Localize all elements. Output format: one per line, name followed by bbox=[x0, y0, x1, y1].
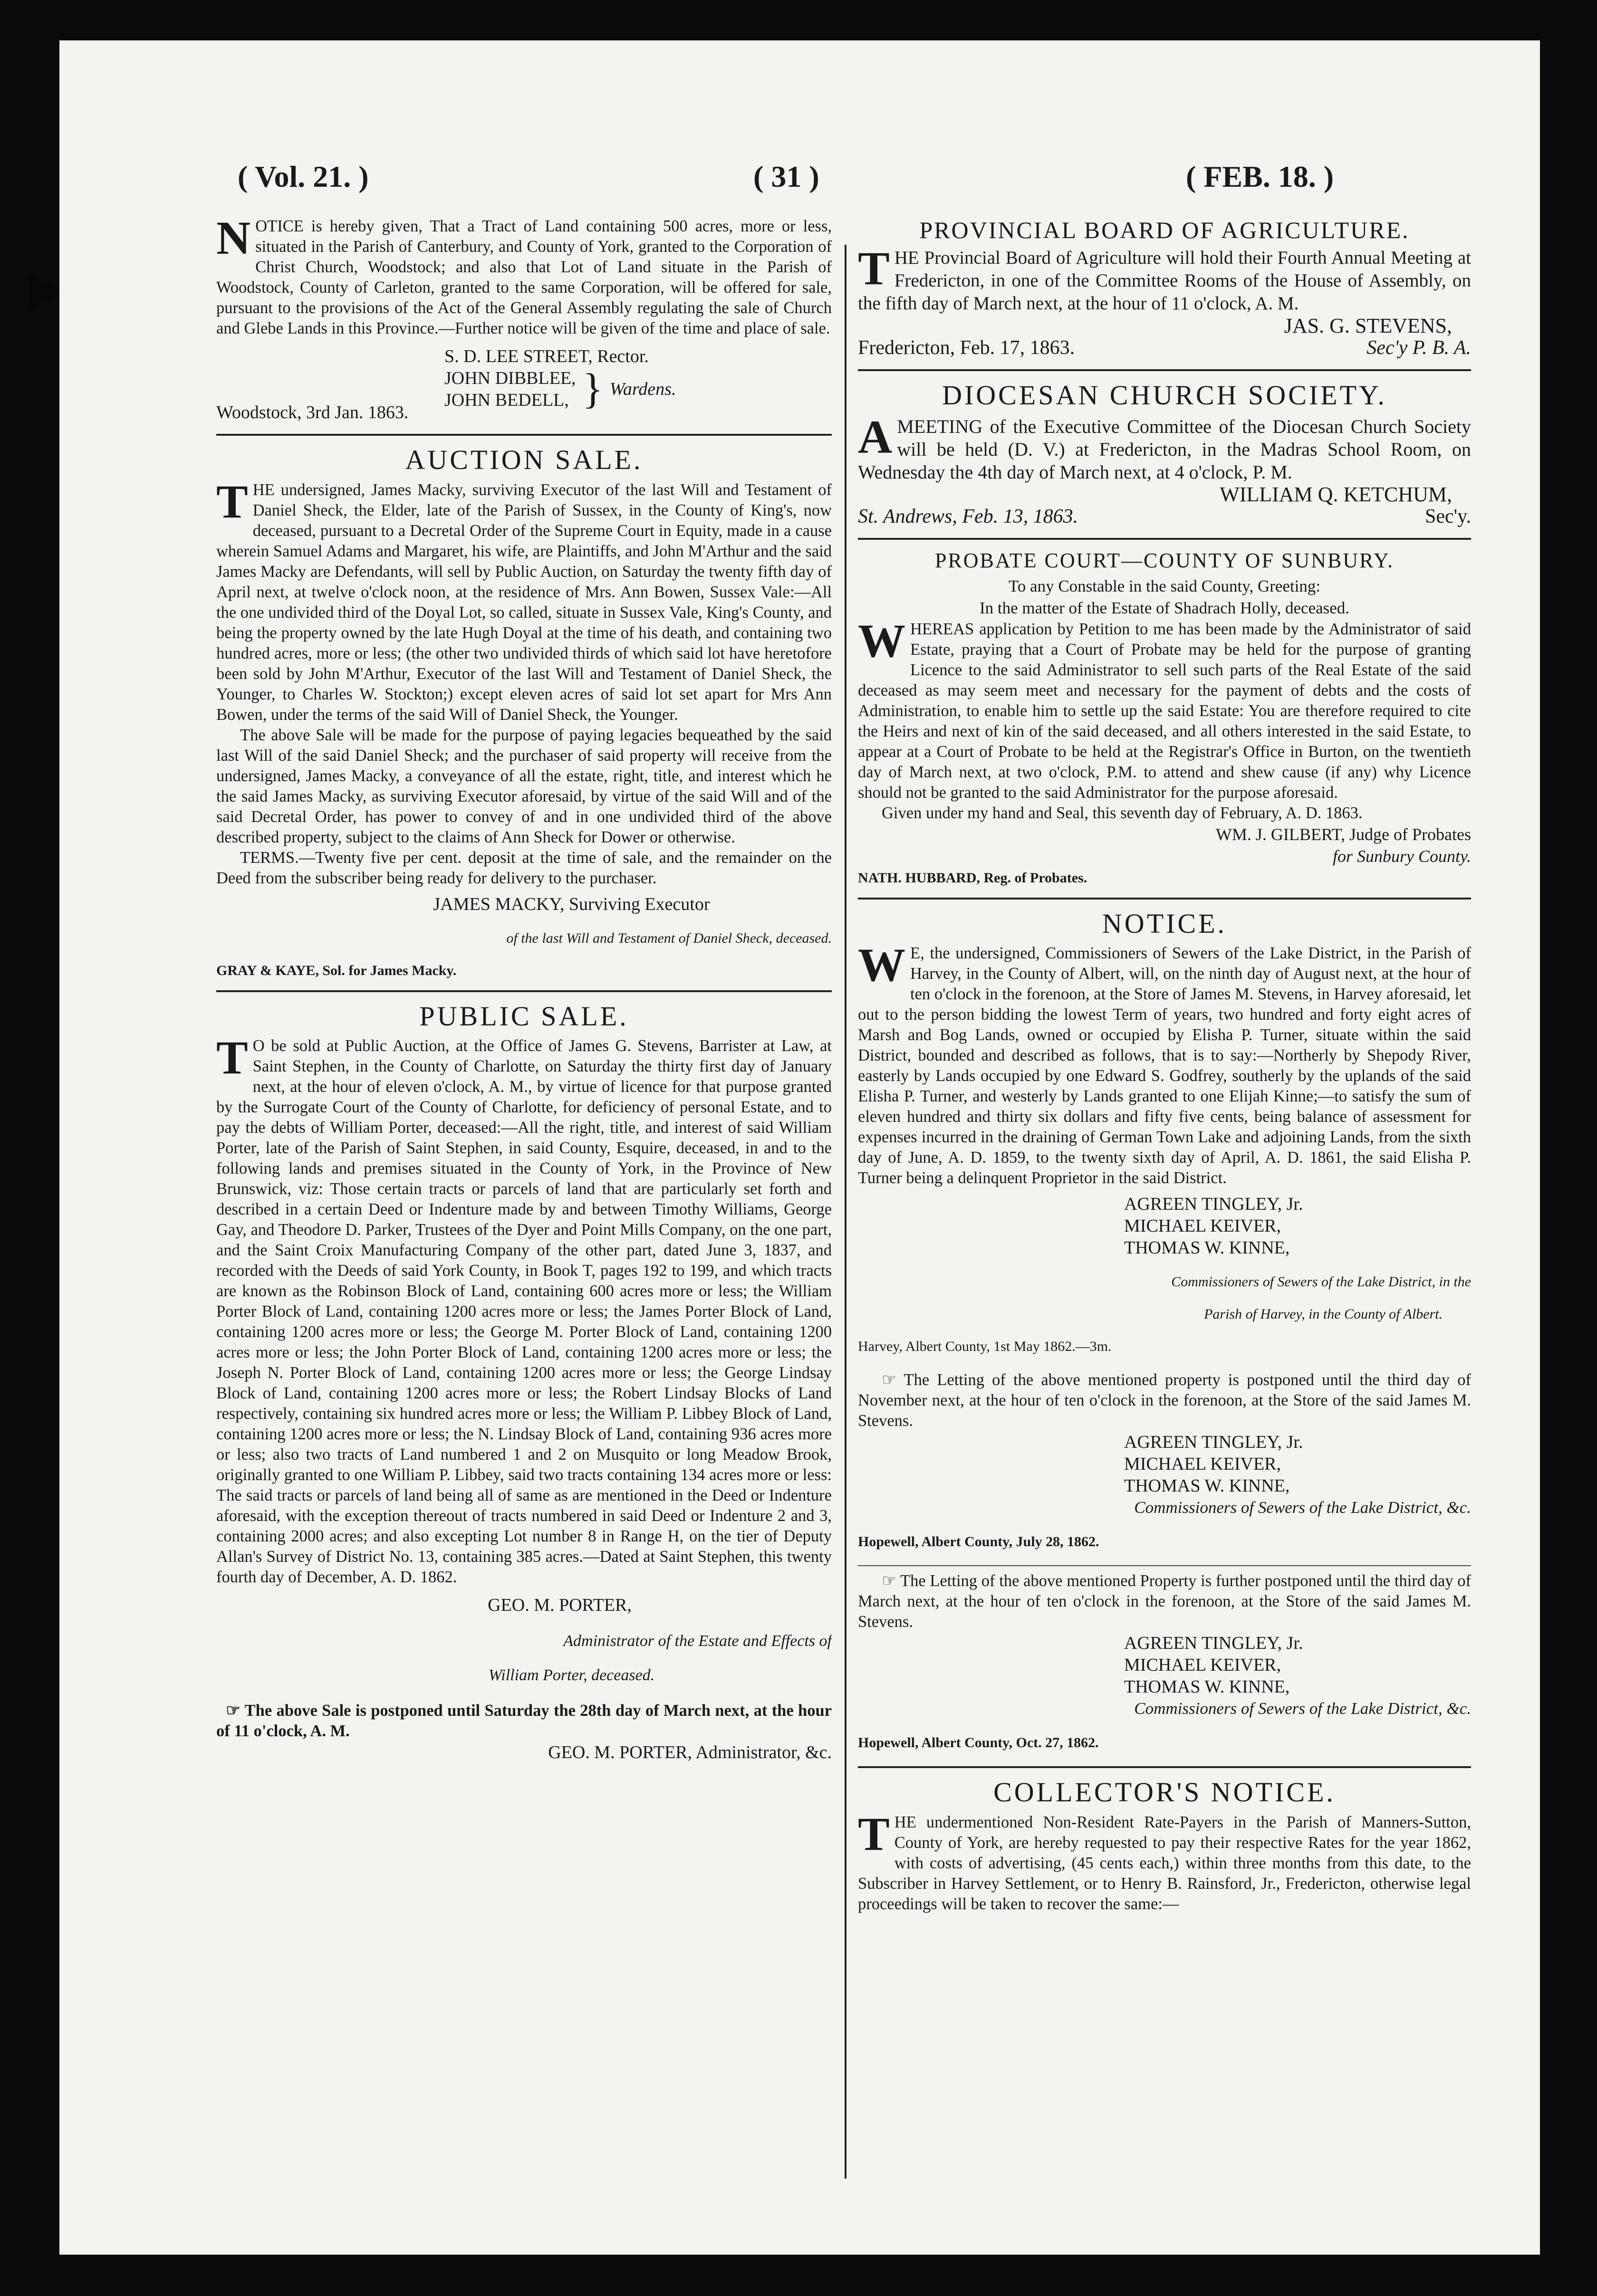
column-divider bbox=[845, 245, 847, 2179]
diocesan-society-text: AMEETING of the Executive Committee of the Diocesan Church Society will be held (D. V.) at Fredericton, in the Madras School Room, on Wednesday the 4th day of March next, at 4 o'clock, P. M. bbox=[858, 410, 1471, 483]
provincial-board-role: Sec'y P. B. A. bbox=[1366, 337, 1471, 359]
probate-court-title: PROBATE COURT—COUNTY OF SUNBURY. bbox=[934, 548, 1395, 572]
provincial-board-place: Fredericton, Feb. 17, 1863. bbox=[858, 337, 1075, 359]
sewers-notice-title: NOTICE. bbox=[1102, 908, 1227, 939]
sewers-postponement-1: ☞ The Letting of the above mentioned property is postponed until the third day of November next, at the hour of ten o'clock in the forenoon, at the Store of the said James M. Stevens. bbox=[858, 1371, 1471, 1430]
issue-date: ( FEB. 18. ) bbox=[1186, 160, 1334, 193]
auction-sale-p2: The above Sale will be made for the purpose of paying legacies bequeathed by the said last Will of the said Daniel Sheck; and the purchaser of said property will receive from the undersigned, James Macky, a conveyance of all the estate, right, title, and interest which he the said James Macky, as surviving Executor aforesaid, by virtue of the said Will and of the said Decretal Order, has power to convey of and in one undivided third of the above described property, subject to the claims of Ann Sheck for Dower or otherwise. bbox=[216, 726, 832, 846]
notice-church-land-place: Woodstock, 3rd Jan. 1863. bbox=[216, 402, 409, 422]
commissioner-keiver: MICHAEL KEIVER, bbox=[1124, 1655, 1281, 1675]
sewers-notice-text: WE, the undersigned, Commissioners of Sewers of the Lake District, in the Parish of Harvey, in the County of Albert, will, on the ninth day of August next, at the hour of ten o'clock in the forenoon, at the Store of James M. Stevens, in Harvey aforesaid, let out to the person bidding the lowest Term of years, two hundred and forty eight acres of Marsh and Bog Lands, owned or occupied by Elisha P. Turner, situate within the said District, bounded and described as follows, that is to say:—Northerly by Shepody River, easterly by Lands occupied by one Edward S. Godfrey, southerly by the uplands of the said Elisha P. Turner, and westerly by Lands granted to one Elijah Kinne;—to satisfy the sum of eleven hundred and thirty six dollars and fifty five cents, being balance of assessment for expenses incurred in the draining of German Town Lake and adjoining Lands, from the sixth day of June, A. D. 1859, to the twenty sixth day of April, A. D. 1861, the said Elisha P. Turner being a delinquent Proprietor in the said District. bbox=[858, 938, 1471, 1187]
commissioners-role-2: Parish of Harvey, in the County of Albert. bbox=[1204, 1306, 1443, 1322]
commissioner-keiver: MICHAEL KEIVER, bbox=[1124, 1216, 1281, 1236]
auction-sale-p1: THE undersigned, James Macky, surviving Executor of the last Will and Testament of Daniel Sheck, the Elder, late of the Parish of Sussex, in the County of King's, now deceased, pursuant to a Decretal Order of the Supreme Court in Equity, made in a cause wherein Samuel Adams and Margaret, his wife, are Plaintiffs, and John M'Arthur and the said James Macky are Defendants, will sell by Public Auction, on Saturday the twenty fifth day of April next, at twelve o'clock noon, at the residence of Mrs. Ann Bowen, Sussex Vale:—All the one undivided third of the Doyal Lot, so called, situate in Sussex Vale, King's County, and being the property owned by the late Hugh Doyal at the time of his death, and containing two hundred acres, more or less; (the other two undivided thirds of which said lot have heretofore been sold by John M'Arthur, Executor of the last Will and Testament of Daniel Sheck, the Younger, to Charles W. Stockton;) except eleven acres of said lot set apart for Mrs Ann Bowen, under the terms of the said Will of Daniel Sheck, the Younger. bbox=[216, 475, 832, 724]
public-sale bbox=[216, 1001, 832, 1764]
commissioners-role-b: Commissioners of Sewers of the Lake District, &c. bbox=[1134, 1498, 1471, 1517]
commissioner-tingley: AGREEN TINGLEY, Jr. bbox=[1124, 1432, 1303, 1453]
section-rule bbox=[216, 434, 832, 436]
probate-court-signature: WM. J. GILBERT, Judge of Probates bbox=[1215, 824, 1471, 844]
section-rule bbox=[858, 1766, 1471, 1768]
auction-sale-solicitor: GRAY & KAYE, Sol. for James Macky. bbox=[216, 962, 457, 978]
diocesan-society-title: DIOCESAN CHURCH SOCIETY. bbox=[942, 380, 1387, 411]
right-column bbox=[858, 216, 1471, 2212]
diocesan-society-role: Sec'y. bbox=[1425, 505, 1471, 527]
probate-court-text: WHEREAS application by Petition to me has been made by the Administrator of said Estate, praying that a Court of Probate may be held for the purpose of granting Licence to the said Administrator to sell such parts of the Real Estate of the said deceased as may seem meet and necessary for the payment of debts and the costs of Administration, to enable him to settle up the said Estate: You are therefore required to cite the Heirs and next of kin of the said deceased, and all others interested in the said Estate, to appear at a Court of Probate to be held at the Registrar's Office in Burton, on the twentieth day of March next, at two o'clock, P.M. to attend and shew cause (if any) why Licence should not be granted to the said Administrator for the purpose aforesaid. bbox=[858, 614, 1471, 802]
provincial-board-signature: JAS. G. STEVENS, bbox=[1284, 314, 1452, 337]
notice-church-land bbox=[216, 216, 832, 423]
collectors-notice-title: COLLECTOR'S NOTICE. bbox=[993, 1777, 1336, 1808]
auction-sale-signature-sub: of the last Will and Testament of Daniel Sheck, deceased. bbox=[506, 930, 832, 946]
probate-court bbox=[858, 548, 1471, 887]
provincial-board-text: THE Provincial Board of Agriculture will hold their Fourth Annual Meeting at Fredericton, in one of the Committee Rooms of the House of Assembly, on the fifth day of March next, at the hour of 11 o'clock, A. M. bbox=[858, 242, 1471, 314]
provincial-board bbox=[858, 216, 1471, 359]
left-column bbox=[216, 216, 832, 2212]
public-sale-signature-sub2: William Porter, deceased. bbox=[488, 1666, 655, 1684]
wardens-label: Wardens. bbox=[609, 379, 676, 399]
diocesan-society-signature: WILLIAM Q. KETCHUM, bbox=[1220, 482, 1452, 506]
sewers-notice bbox=[858, 908, 1471, 1752]
public-sale-title: PUBLIC SALE. bbox=[419, 1000, 629, 1032]
commissioner-kinne: THOMAS W. KINNE, bbox=[1124, 1238, 1290, 1258]
sewers-notice-date: Harvey, Albert County, 1st May 1862.—3m. bbox=[858, 1339, 1112, 1355]
commissioner-keiver: MICHAEL KEIVER, bbox=[1124, 1454, 1281, 1474]
section-rule bbox=[858, 898, 1471, 899]
page-number: ( 31 ) bbox=[753, 160, 819, 193]
public-sale-signature-sub1: Administrator of the Estate and Effects of bbox=[563, 1632, 832, 1650]
commissioner-tingley: AGREEN TINGLEY, Jr. bbox=[1124, 1194, 1303, 1215]
section-rule bbox=[858, 538, 1471, 540]
auction-sale bbox=[216, 444, 832, 980]
commissioners-role-1: Commissioners of Sewers of the Lake District, in the bbox=[1171, 1274, 1471, 1290]
probate-court-given: Given under my hand and Seal, this seventh day of February, A. D. 1863. bbox=[882, 804, 1363, 822]
signature-dibblee: JOHN DIBBLEE, bbox=[444, 368, 576, 388]
public-sale-signature: GEO. M. PORTER, bbox=[488, 1595, 632, 1616]
probate-court-matter: In the matter of the Estate of Shadrach Holly, deceased. bbox=[979, 598, 1350, 617]
public-sale-postponed: ☞ The above Sale is postponed until Saturday the 28th day of March next, at the hour of 11 o'clock, A. M. bbox=[216, 1702, 832, 1741]
auction-sale-title: AUCTION SALE. bbox=[405, 444, 643, 475]
newspaper-page bbox=[59, 40, 1540, 2255]
sewers-postponement-1-date: Hopewell, Albert County, July 28, 1862. bbox=[858, 1534, 1099, 1550]
sewers-postponement-2: ☞ The Letting of the above mentioned Property is further postponed until the third day of March next, at the hour of ten o'clock in the forenoon, at the Store of the said James M. Stevens. bbox=[858, 1572, 1471, 1631]
auction-sale-terms: TERMS.—Twenty five per cent. deposit at the time of sale, and the remainder on the Deed from the subscriber being ready for delivery to the purchaser. bbox=[216, 848, 832, 887]
probate-court-registrar: NATH. HUBBARD, Reg. of Probates. bbox=[858, 870, 1087, 886]
section-rule bbox=[216, 990, 832, 992]
collectors-notice-text: THE undermentioned Non-Resident Rate-Payers in the Parish of Manners-Sutton, County of York, are hereby requested to pay their respective Rates for the year 1862, with costs of advertising, (45 cents each,) within three months from this date, to the Subscriber in Harvey Settlement, or to Henry B. Rainsford, Jr., Fredericton, otherwise legal proceedings will be taken to recover the same:— bbox=[858, 1808, 1471, 1913]
provincial-board-title: PROVINCIAL BOARD OF AGRICULTURE. bbox=[919, 217, 1410, 243]
public-sale-text: TO be sold at Public Auction, at the Office of James G. Stevens, Barrister at Law, at Saint Stephen, in the County of Charlotte, on Saturday the thirty first day of January next, at the hour of eleven o'clock, A. M., by virtue of licence for that purpose granted by the Surrogate Court of the County of Charlotte, for deficiency of personal Estate, and to pay the debts of William Porter, deceased:—All the right, title, and interest of said William Porter, late of the Parish of Saint Stephen, in said County, Esquire, deceased, in and to the following lands and premises situated in the County of York, in the Province of New Brunswick, viz: Those certain tracts or parcels of land that are particularly set forth and described in a certain Deed or Indenture made by and between Timothy Williams, George Gay, and Theodore D. Parker, Trustees of the Dyer and Point Mills Company, on the one part, and the Saint Croix Manufacturing Company of the other part, dated June 3, 1837, and recorded with the Deeds of said York County, in Book T, pages 192 to 199, and which tracts are known as the Robinson Block of Land, containing 600 acres more or less; the William Porter Block of Land, containing 1200 acres more or less; the James Porter Block of Land, containing 1200 acres more or less; the George M. Porter Block of Land, containing 1200 acres more or less; the John Porter Block of Land, containing 1200 acres more or less; the Joseph N. Porter Block of Land, containing 1200 acres more or less; the George Lindsay Block of Land, containing 1200 acres more or less; the Robert Lindsay Blocks of Land respectively, containing six hundred acres more or less; the William P. Libbey Block of Land, containing 1200 acres more or less; the N. Lindsay Block of Land, containing 936 acres more or less; also two tracts of Land numbered 1 and 2 on Musquito or long Meadow Brook, originally granted to one William P. Libbey, said two tracts containing 134 acres more or less: The said tracts or parcels of land being all of same as are mentioned in the Deed or Indenture aforesaid, with the exception thereout of tracts numbered in said Deed or Indenture 2 and 3, containing 2000 acres; and also excepting Lot number 8 in Range H, on the tier of Deputy Allan's Survey of District No. 13, containing 385 acres.—Dated at Saint Stephen, this twenty fourth day of December, A. D. 1862. bbox=[216, 1031, 832, 1587]
section-rule bbox=[858, 369, 1471, 371]
auction-sale-signature: JAMES MACKY, Surviving Executor bbox=[433, 894, 710, 914]
signature-lee-street: S. D. LEE STREET, Rector. bbox=[444, 346, 649, 366]
signature-bedell: JOHN BEDELL, bbox=[444, 390, 569, 410]
commissioner-kinne: THOMAS W. KINNE, bbox=[1124, 1677, 1290, 1697]
probate-court-greeting: To any Constable in the said County, Greeting: bbox=[1008, 576, 1321, 595]
sewers-postponement-2-date: Hopewell, Albert County, Oct. 27, 1862. bbox=[858, 1735, 1099, 1751]
diocesan-society bbox=[858, 380, 1471, 527]
brace: } bbox=[582, 365, 603, 412]
notice-church-land-text: NOTICE is hereby given, That a Tract of Land containing 500 acres, more or less, situated in the Parish of Canterbury, and County of York, granted to the Corporation of Christ Church, Woodstock; and also that Lot of Land situate in the Parish of Woodstock, County of Carleton, granted to the same Corporation, will be offered for sale, pursuant to the provisions of the Act of the General Assembly regulating the sale of Church and Glebe Lands in this Province.—Further notice will be given of the time and place of sale. bbox=[216, 216, 832, 337]
volume-number: ( Vol. 21. ) bbox=[238, 160, 369, 193]
probate-court-signature-sub: for Sunbury County. bbox=[1332, 846, 1471, 866]
public-sale-postponed-signature: GEO. M. PORTER, Administrator, &c. bbox=[548, 1742, 832, 1763]
collectors-notice bbox=[858, 1777, 1471, 1914]
commissioner-kinne: THOMAS W. KINNE, bbox=[1124, 1476, 1290, 1496]
diocesan-society-place: St. Andrews, Feb. 13, 1863. bbox=[858, 505, 1078, 527]
commissioner-tingley: AGREEN TINGLEY, Jr. bbox=[1124, 1633, 1303, 1654]
commissioners-role-c: Commissioners of Sewers of the Lake District, &c. bbox=[1134, 1699, 1471, 1718]
